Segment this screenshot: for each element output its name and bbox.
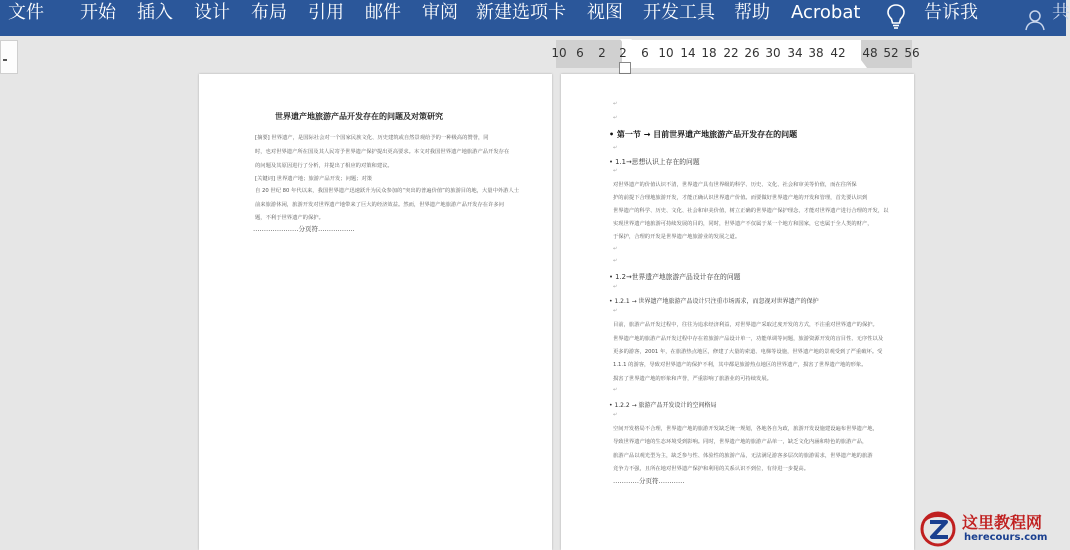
body-line: 更多的游客，2001 年，在旅游热点地区，修建了大量的索道、电梯等设施，世界遗产地的景观受到了严重破坏。受 <box>613 349 883 355</box>
heading-2: • 1.2→世界遗产地旅游产品设计存在的问题 <box>609 273 741 281</box>
abstract-line: 时，也对世界遗产所在国及其人民寄予世界遗产保护提出更高要求。本文对我国世界遗产地旅游产品开发存在 <box>255 149 510 155</box>
paragraph-mark: ↵ <box>613 246 618 252</box>
paragraph-mark: ↵ <box>613 168 618 174</box>
page-break-marker: …………分页符………… <box>613 477 685 485</box>
paragraph-mark: ↵ <box>613 387 618 393</box>
ruler-number: 56 <box>904 46 920 60</box>
site-logo-icon <box>919 510 957 548</box>
ribbon-tab-bar <box>0 0 1070 36</box>
horizontal-ruler[interactable] <box>551 40 920 68</box>
body-line: 护的前提下合理地旅游开发，才能正确认识世界遗产价值。而要做好世界遗产地的开发和管理，首先要认识到 <box>613 195 868 201</box>
tab-insert[interactable]: 插入 <box>137 2 173 23</box>
body-line: 于保护，合理的开发是世界遗产地旅游业的发展之道。 <box>613 234 741 240</box>
abstract-line: 的问题及其原因进行了分析，并提出了相应的对策和建议。 <box>255 163 393 169</box>
watermark-title: 这里教程网 <box>962 513 1043 532</box>
share-button[interactable]: 共 <box>1052 2 1070 23</box>
left-indent-marker[interactable] <box>619 62 631 74</box>
tab-acrobat[interactable]: Acrobat <box>791 2 861 23</box>
paragraph-mark: ↵ <box>613 145 618 151</box>
ruler-number: 6 <box>641 46 649 60</box>
heading-1: • 第一节 → 目前世界遗产地旅游产品开发存在的问题 <box>609 130 798 139</box>
body-line: 世界遗产地的旅游产品开发过程中存在着旅游产品设计单一，功能单调等问题，旅游资源开发的盲目性、无序性以及 <box>613 336 884 342</box>
paragraph-mark: ↵ <box>613 308 618 314</box>
abstract-line: [摘要] 世界遗产，是国际社会对一个国家民族文化、历史建筑或自然景观给予的一种极高的赞誉，同 <box>255 135 489 141</box>
ruler-number: 42 <box>830 46 846 60</box>
body-line: 导致世界遗产地的生态环境受到影响。同时，世界遗产地的旅游产品单一，缺乏文化内涵和特色的旅游产品， <box>613 439 868 445</box>
ruler-number: 10 <box>658 46 674 60</box>
share-person-icon[interactable] <box>1023 6 1053 36</box>
keywords-line: [关键词] 世界遗产地；旅游产品开发；问题；对策 <box>255 176 373 182</box>
ruler-number: 10 <box>551 46 567 60</box>
tab-mailings[interactable]: 邮件 <box>365 2 401 23</box>
paragraph-mark: ↵ <box>613 101 618 107</box>
tab-help[interactable]: 帮助 <box>734 2 770 23</box>
tab-view[interactable]: 视图 <box>587 2 623 23</box>
paragraph-mark: ↵ <box>613 412 618 418</box>
heading-2: • 1.1→思想认识上存在的问题 <box>609 158 700 166</box>
document-page-2[interactable] <box>561 74 914 550</box>
ruler-number: 2 <box>619 46 627 60</box>
tab-developer[interactable]: 开发工具 <box>643 2 715 23</box>
tab-design[interactable]: 设计 <box>194 2 230 23</box>
tab-file[interactable]: 文件 <box>8 2 44 23</box>
body-line: 世界遗产的科学、历史、文化、社会和审美价值，树立正确的世界遗产保护理念，才能对世界遗产进行合理的开发，以 <box>613 208 889 214</box>
paragraph-mark: ↵ <box>613 115 618 121</box>
document-page-1[interactable] <box>199 74 552 550</box>
heading-3: • 1.2.1 → 世界遗产地旅游产品设计只注重市场需求，而忽视对世界遗产的保护 <box>609 298 819 305</box>
body-line: 题，不利于世界遗产的保护。 <box>255 215 324 221</box>
page-break-marker: …………………分页符…………….. <box>253 225 355 233</box>
ruler-number: 52 <box>883 46 899 60</box>
body-line: 前来旅游休闲，旅游开发对世界遗产地带来了巨大的经济效益。然而，世界遗产地旅游产品开发存在许多问 <box>255 202 504 208</box>
paragraph-mark: ↵ <box>613 258 618 264</box>
body-line: 自 20 世纪 80 年代以来，我国世界遗产迅速跃升为民众参加的“突出的普遍价值”的旅游目的地，大量中外游人士 <box>255 188 520 194</box>
site-watermark <box>917 508 1066 550</box>
tab-review[interactable]: 审阅 <box>422 2 458 23</box>
page-title: 世界遗产地旅游产品开发存在的问题及对策研究 <box>275 112 443 121</box>
body-line: 对世界遗产的价值认识不清，世界遗产具有世界级的科学、历史、文化、社会和审美等价值，而在往所保 <box>613 182 857 188</box>
ruler-number: 2 <box>598 46 606 60</box>
body-line: 空间开发格局不合理，世界遗产地的旅游开发缺乏统一规划，各地各自为政，旅游开发设施建设遍布世界遗产地， <box>613 426 878 432</box>
ruler-number: 34 <box>787 46 803 60</box>
tab-references[interactable]: 引用 <box>308 2 344 23</box>
body-line: 旅游产品以观光型为主，缺乏参与性、体验性的旅游产品，无法满足游客多层次的旅游需求，世界遗产地的旅游 <box>613 453 873 459</box>
ruler-number: 22 <box>723 46 739 60</box>
body-line: 1.1.1 的游客，导致对世界遗产的保护不利，其中都是旅游热点地区的世界遗产，损害了世界遗产地的形象。 <box>613 362 867 368</box>
ruler-number: 6 <box>576 46 584 60</box>
ruler-number: 14 <box>680 46 696 60</box>
tab-layout[interactable]: 布局 <box>251 2 287 23</box>
tell-me-search[interactable]: 告诉我 <box>924 2 978 23</box>
ruler-number: 30 <box>765 46 781 60</box>
paragraph-mark: ↵ <box>613 284 618 290</box>
tab-new-tab[interactable]: 新建选项卡 <box>476 2 566 23</box>
lightbulb-icon[interactable] <box>884 2 908 30</box>
body-line: 损害了世界遗产地的形象和声誉，严重影响了旅游业的可持续发展。 <box>613 376 772 382</box>
first-line-indent-marker[interactable] <box>620 39 632 47</box>
heading-3: • 1.2.2 → 旅游产品开发设计的空间格局 <box>609 402 717 409</box>
ruler-number: 18 <box>701 46 717 60</box>
ruler-number: 48 <box>862 46 878 60</box>
tab-home[interactable]: 开始 <box>80 2 116 23</box>
tab-selector[interactable] <box>0 40 18 74</box>
body-line: 目前，旅游产品开发过程中，往往为追求经济利益，对世界遗产采取过度开发的方式，不注重对世界遗产的保护。 <box>613 322 878 328</box>
body-line: 实现世界遗产地旅游可持续发展的目的，同时，世界遗产不仅属于某一个地方和国家，它也属于全人类的财产， <box>613 221 873 227</box>
watermark-url: herecours.com <box>964 532 1048 543</box>
ruler-number: 26 <box>744 46 760 60</box>
body-line: 竞争力不强，且所在地对世界遗产保护和利用的关系认识不到位，有待进一步提高。 <box>613 466 809 472</box>
right-indent-marker[interactable] <box>855 60 867 68</box>
ruler-number: 38 <box>808 46 824 60</box>
